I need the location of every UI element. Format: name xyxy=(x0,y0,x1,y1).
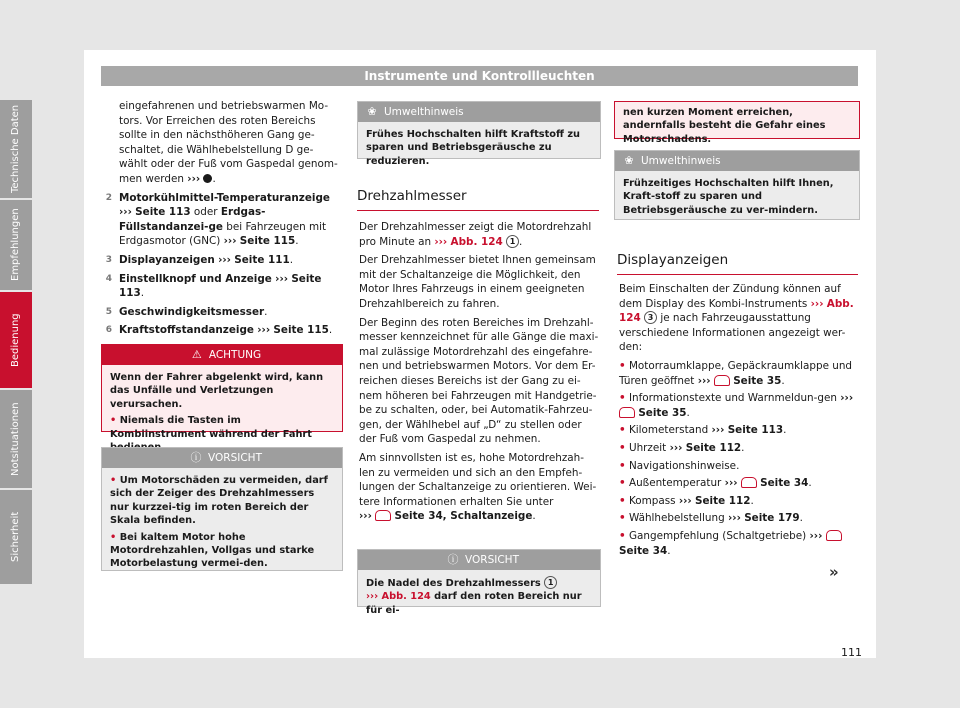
tab-empfehlungen[interactable]: Empfehlungen xyxy=(0,200,32,290)
right-column: Beim Einschalten der Zündung können auf dem Display des Kombi-Instruments ››› Abb. 124 3 je nach Fahrzeugausstattung verschiedene Informationen angezeigt wer-den: • Motorraumklappe, Gepäckraumklappe und Türen geöffnet ››› Seite 35. • Informationstexte und Warnmeldun-gen ››› Seite 35. • Kilometerstand ››› Seite 113. • Uhrzeit ››› Seite 112. • Navigationshinweise. • Außentemperatur ››› Seite 34. • Kompass ››› Seite 112. • Wählhebelstellung ››› Seite 179. • Gangempfehlung (Schaltgetriebe) ››› Seite 34. xyxy=(619,282,859,558)
bullet-item: • Uhrzeit ››› Seite 112. xyxy=(619,441,745,454)
list-item: 4 Einstellknopf und Anzeige ››› Seite 113. xyxy=(105,272,322,300)
list-item: 3 Displayanzeigen ››› Seite 111. xyxy=(105,253,294,266)
middle-column: Der Drehzahlmesser zeigt die Motordrehzahl pro Minute an ››› Abb. 124 1 . Der Drehzahlmesser bietet Ihnen gemeinsam mit der Schaltanzeige die Möglichkeit, den Motor Ihres Fahrzeugs in einem geeigneten Drehzahlbereich zu fahren. Der Beginn des roten Bereiches im Drehzahl-messer kennzeichnet für alle Gänge die maxi-mal zulässige Motordrehzahl des eingefahre-nen und betriebswarmen Motors. Vor dem Er-reichen dieses Bereichs ist der Gang zu ei-nem höheren bei Fahrzeugen mit Handgetrie-be zu schalten, oder, bei Automatik-Fahrzeu-gen, der Wählhebel auf „D“ zu stellen oder der Fuß vom Gaspedal zu nehmen. Am sinnvollsten ist es, hohe Motordrehzah-len zu vermeiden und sich an den Empfeh-lungen der Schaltanzeige zu orientieren. Wei-tere Informationen erhalten Sie unter ››› Seite 34, Schaltanzeige. xyxy=(359,221,599,523)
caution-continued: nen kurzen Moment erreichen, andernfalls besteht die Gefahr eines Motorschadens. xyxy=(614,101,860,139)
info-circle-icon: ⓘ xyxy=(190,451,202,464)
environment-header: ❀ Umwelthinweis xyxy=(358,102,600,122)
tab-bedienung[interactable]: Bedienung xyxy=(0,292,32,388)
tab-sicherheit[interactable]: Sicherheit xyxy=(0,490,32,584)
warning-header: ⚠ ACHTUNG xyxy=(102,345,342,365)
car-icon xyxy=(741,477,757,488)
car-icon xyxy=(375,510,391,521)
bullet-item: • Motorraumklappe, Gepäckraumklappe und Türen geöffnet ››› Seite 35. xyxy=(619,359,853,387)
warning-triangle-icon: ⚠ xyxy=(191,348,202,361)
intro-paragraph: eingefahrenen und betriebswarmen Mo-tors. Vor Erreichen des roten Bereichs sollte in den nächsthöheren Gang ge-schaltet, die Wählhebelstellung D ge-wählt oder der Fuß vom Gaspedal genom-men werden ››› . xyxy=(119,100,338,185)
caution-header: ⓘ VORSICHT xyxy=(102,448,342,468)
left-column xyxy=(105,99,341,338)
bullet-item: • Außentemperatur ››› Seite 34. xyxy=(619,477,812,490)
leaf-icon: ❀ xyxy=(367,105,377,118)
environment-header: ❀ Umwelthinweis xyxy=(615,151,859,171)
continue-arrow: » xyxy=(829,563,839,581)
environment-box-2: ❀ Umwelthinweis Frühzeitiges Hochschalten hilft Ihnen, Kraft-stoff zu sparen und Betriebsgeräusche zu ver-mindern. xyxy=(614,150,860,220)
info-icon xyxy=(203,174,212,183)
page-number: 111 xyxy=(841,646,862,659)
environment-box: ❀ Umwelthinweis Frühes Hochschalten hilft Kraftstoff zu sparen und Betriebsgeräusche zu reduzieren. xyxy=(357,101,601,159)
section-title-displayanzeigen: Displayanzeigen xyxy=(617,252,858,275)
caution-box-2: ⓘ VORSICHT Die Nadel des Drehzahlmessers 1 ››› Abb. 124 darf den roten Bereich nur für ei- xyxy=(357,549,601,607)
page-header: Instrumente und Kontrollleuchten xyxy=(101,66,858,86)
bullet-item: • Wählhebelstellung ››› Seite 179. xyxy=(619,512,803,525)
bullet-item: • Kompass ››› Seite 112. xyxy=(619,494,754,507)
list-item: 5 Geschwindigkeitsmesser. xyxy=(105,305,268,318)
leaf-icon: ❀ xyxy=(624,154,634,167)
section-title-drehzahlmesser: Drehzahlmesser xyxy=(357,188,599,211)
car-icon xyxy=(714,375,730,386)
warning-box: ⚠ ACHTUNG Wenn der Fahrer abgelenkt wird, kann das Unfälle und Verletzungen verursachen. • Niemals die Tasten im Kombiinstrument während der Fahrt xyxy=(101,344,343,432)
bullet-item: • Gangempfehlung (Schaltgetriebe) ››› Seite 34. xyxy=(619,529,859,558)
bullet-item: • Informationstexte und Warnmeldun-gen ››› Seite 35. xyxy=(619,392,854,419)
caution-box: ⓘ VORSICHT • Um Motorschäden zu vermeiden, darf sich der Zeiger des Drehzahlmessers nur kurzzei-tig im roten Bereich der Skala befinden. • Bei kaltem Motor hohe Motordrehzahlen, Vollgas und starke Motorbelastung vermei-den. xyxy=(101,447,343,571)
tab-notsituationen[interactable]: Notsituationen xyxy=(0,390,32,488)
caution-header: ⓘ VORSICHT xyxy=(358,550,600,570)
bullet-item: • Kilometerstand ››› Seite 113. xyxy=(619,424,787,437)
info-circle-icon: ⓘ xyxy=(447,553,459,566)
list-item: 2 Motorkühlmittel-Temperaturanzeige ››› Seite 113 oder Erdgas-Füllstandanzei-ge bei Fahrzeugen mit Erdgasmotor (GNC) ››› Seite 115. xyxy=(105,191,330,248)
list-item: 6 Kraftstoffstandanzeige ››› Seite 115. xyxy=(105,324,333,337)
tab-technische-daten[interactable]: Technische Daten xyxy=(0,100,32,198)
car-icon xyxy=(619,407,635,418)
car-icon xyxy=(826,530,842,541)
bullet-item: • Navigationshinweise. xyxy=(619,459,740,472)
